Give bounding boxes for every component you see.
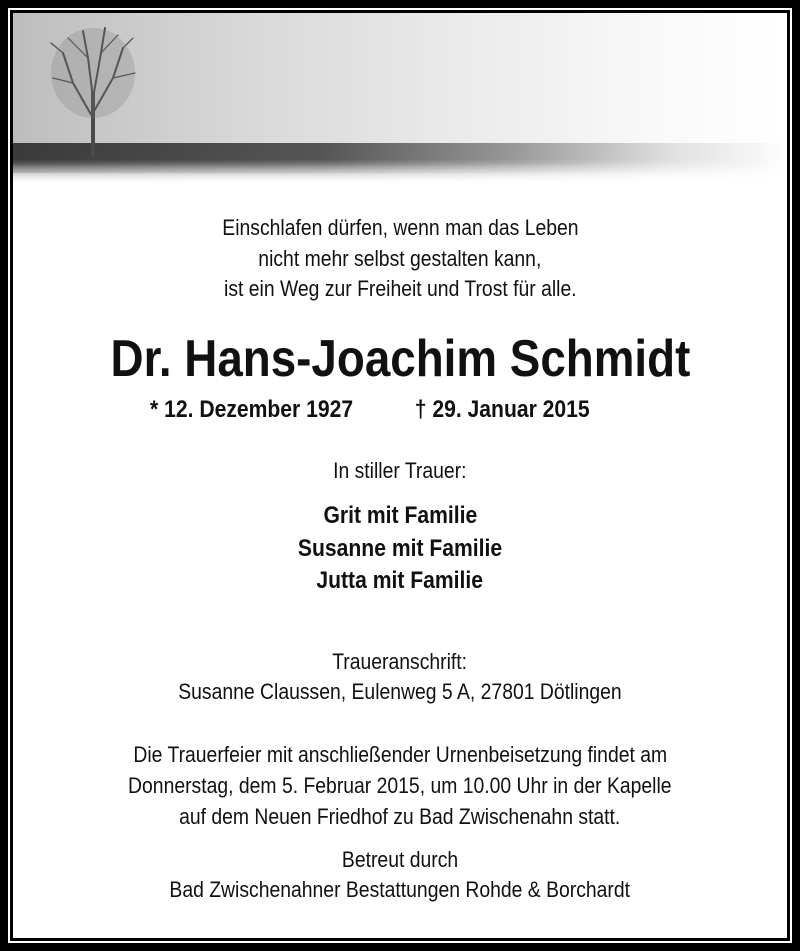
mourner: Susanne mit Familie xyxy=(297,535,503,562)
ceremony-line: Die Trauerfeier mit anschließender Urnenbeisetzung findet am xyxy=(133,742,667,767)
funeral-company: Bad Zwischenahner Bestattungen Rohde & Borchardt xyxy=(169,877,631,902)
mourner: Grit mit Familie xyxy=(323,502,477,529)
death-date: † 29. Januar 2015 xyxy=(414,396,590,423)
verse-line: Einschlafen dürfen, wenn man das Leben xyxy=(221,215,579,240)
address: Susanne Claussen, Eulenweg 5 A, 27801 Dötlingen xyxy=(178,679,622,704)
mourning-intro: In stiller Trauer: xyxy=(333,458,467,483)
ceremony-line: auf dem Neuen Friedhof zu Bad Zwischenahn statt. xyxy=(179,804,621,829)
verse-line: nicht mehr selbst gestalten kann, xyxy=(258,246,542,271)
obituary-notice xyxy=(13,13,787,938)
ceremony-line: Donnerstag, dem 5. Februar 2015, um 10.00 Uhr in der Kapelle xyxy=(128,773,672,798)
birth-date: * 12. Dezember 1927 xyxy=(150,396,354,423)
deceased-name: Dr. Hans-Joachim Schmidt xyxy=(110,330,690,388)
verse-line: ist ein Weg zur Freiheit und Trost für alle. xyxy=(223,276,577,301)
tree-icon xyxy=(43,23,143,158)
address-label: Traueranschrift: xyxy=(332,649,468,674)
care-label: Betreut durch xyxy=(341,847,459,872)
mourner: Jutta mit Familie xyxy=(316,567,484,594)
life-dates xyxy=(13,396,787,424)
